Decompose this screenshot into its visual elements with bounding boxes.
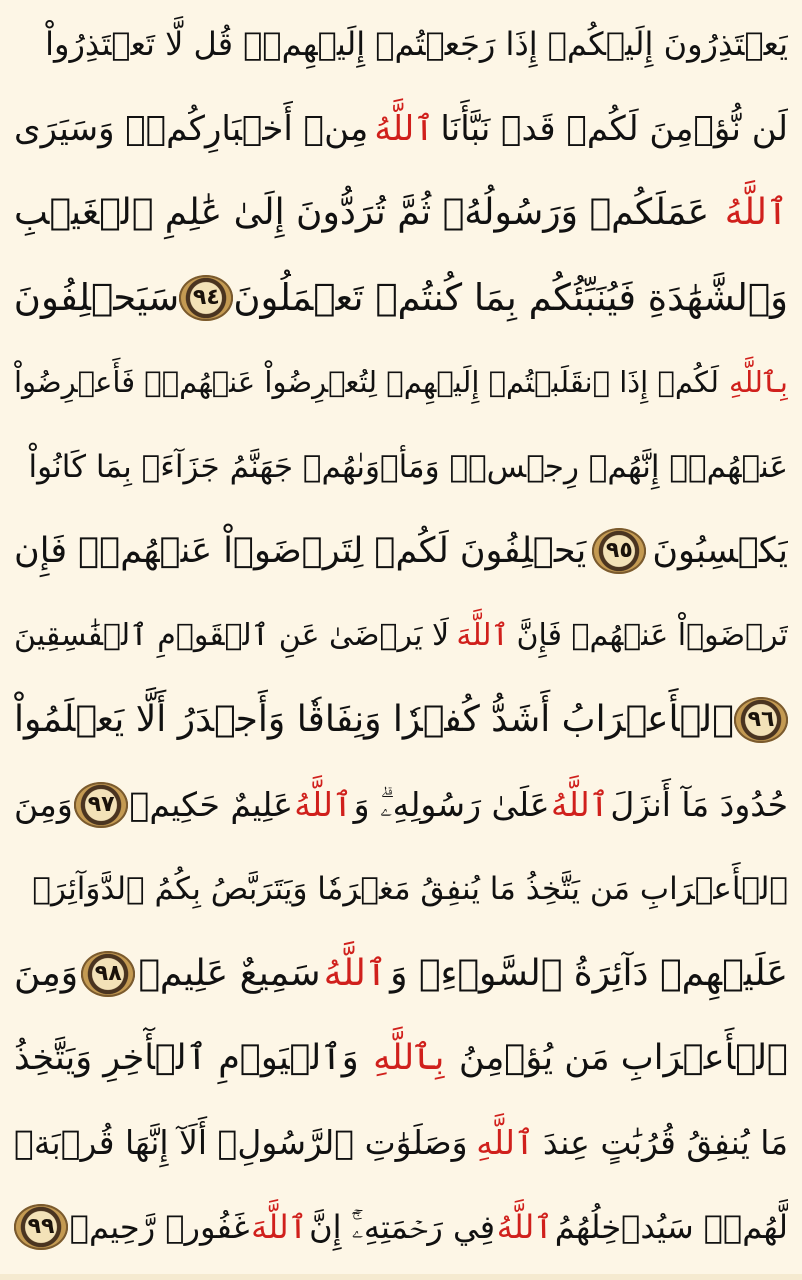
verse-text: فِي رَحۡمَتِهِۦٓۚ إِنَّ [309,1208,496,1246]
ayah-number: ٩٤ [192,284,220,310]
verse-text: لَن نُّؤۡمِنَ لَكُمۡ قَدۡ نَبَّأَنَا [440,108,788,149]
ayah-number: ٩٥ [605,538,633,564]
ayah-number-marker [81,951,135,997]
verse-text: مِنۡ أَخۡبَارِكُمۡۚ وَسَيَرَى [14,108,369,149]
verse-line [14,763,788,848]
verse-line [14,678,788,763]
verse-line [14,1016,788,1101]
verse-line [14,87,788,172]
ayah-number-marker [592,528,646,574]
verse-line [14,594,788,679]
ayah-number: ٩٦ [747,707,775,733]
verse-line [14,171,788,256]
verse-text: عَمَلَكُمۡ وَرَسُولُهُۥ ثُمَّ تُرَدُّونَ إِلَىٰ عَٰلِمِ ٱلۡغَيۡبِ [14,192,710,233]
verse-text: سَمِيعٌ عَلِيمٞ [138,952,321,994]
verse-text: عَلِيمٌ حَكِيمٞ [129,784,293,824]
verse-text: وَصَلَوَٰتِ ٱلرَّسُولِۚ أَلَآ إِنَّهَا قُرۡبَةٞ [14,1122,468,1162]
verse-line [14,2,788,87]
ayah-number-marker [179,275,233,321]
verse-text: ٱلۡأَعۡرَابُ أَشَدُّ كُفۡرٗا وَنِفَاقٗا وَأَجۡدَرُ أَلَّا يَعۡلَمُواْ [14,699,734,740]
divine-name-text: ٱللَّهُ [724,192,788,233]
divine-name-text: ٱللَّهَ [251,1208,308,1246]
verse-text: وَمِنَ [14,784,73,824]
ayah-number-marker [14,1204,68,1250]
verse-line [14,425,788,510]
verse-line [14,1185,788,1270]
ayah-number: ٩٨ [94,960,122,986]
verse-text: تَرۡضَوۡاْ عَنۡهُمۡ فَإِنَّ [516,617,788,653]
verse-text: وَٱلۡيَوۡمِ ٱلۡأٓخِرِ وَيَتَّخِذُ [14,1038,359,1078]
verse-text: لَكُمۡ إِذَا ٱنقَلَبۡتُمۡ إِلَيۡهِمۡ لِتُعۡرِضُواْ عَنۡهُمۡۖ فَأَعۡرِضُواْ [14,365,720,399]
verse-text: لَّهُمۡۚ سَيُدۡخِلُهُمُ [554,1208,788,1246]
verse-text: ٱلۡأَعۡرَابِ مَن يُؤۡمِنُ [458,1038,788,1078]
divine-name-text: بِٱللَّهِ [728,365,788,399]
verse-text: لَا يَرۡضَىٰ عَنِ ٱلۡقَوۡمِ ٱلۡفَٰسِقِينَ [14,617,450,653]
verse-text: وَمِنَ [14,952,79,994]
verse-line [14,340,788,425]
verse-text: حُدُودَ مَآ أَنزَلَ [610,784,788,824]
verse-text: يَعۡتَذِرُونَ إِلَيۡكُمۡ إِذَا رَجَعۡتُمۡ إِلَيۡهِمۡۚ قُل لَّا تَعۡتَذِرُواْ [45,25,788,63]
ayah-number: ٩٧ [87,791,115,817]
verse-lines [14,2,788,1270]
divine-name-text: ٱللَّهَ [456,617,510,653]
divine-name-text: ٱللَّهُ [374,108,435,149]
verse-text: عَنۡهُمۡۖ إِنَّهُمۡ رِجۡسٞۖ وَمَأۡوَىٰهُمۡ جَهَنَّمُ جَزَآءَۢ بِمَا كَانُواْ [28,448,788,485]
divine-name-text: بِٱللَّهِ [373,1038,445,1078]
verse-line [14,256,788,341]
verse-line [14,1101,788,1186]
ayah-number-marker [74,782,128,828]
verse-text: وَٱلشَّهَٰدَةِ فَيُنَبِّئُكُم بِمَا كُنتُمۡ تَعۡمَلُونَ [233,275,788,319]
verse-text: ٱلۡأَعۡرَابِ مَن يَتَّخِذُ مَا يُنفِقُ مَغۡرَمٗا وَيَتَرَبَّصُ بِكُمُ ٱلدَّوَآئِرَۚ [32,871,788,907]
verse-line [14,847,788,932]
divine-name-text: ٱللَّهِ [476,1122,535,1162]
verse-line [14,509,788,594]
divine-name-text: ٱللَّهُ [323,952,387,994]
divine-name-text: ٱللَّهُ [551,784,610,824]
ayah-number-marker [734,697,788,743]
divine-name-text: ٱللَّهُ [496,1208,553,1246]
divine-name-text: ٱللَّهُ [294,784,353,824]
verse-line [14,932,788,1017]
ayah-number: ٩٩ [27,1214,55,1240]
verse-text: عَلَىٰ رَسُولِهِۦۗ وَ [353,784,550,824]
verse-text: عَلَيۡهِمۡ دَآئِرَةُ ٱلسَّوۡءِۗ وَ [390,952,788,994]
verse-text: مَا يُنفِقُ قُرُبَٰتٍ عِندَ [542,1122,788,1162]
verse-text: يَحۡلِفُونَ لَكُمۡ لِتَرۡضَوۡاْ عَنۡهُمۡۖ فَإِن [14,531,587,571]
page-bottom-edge [0,1274,802,1280]
verse-text: غَفُورٞ رَّحِيمٞ [69,1208,250,1246]
verse-text: يَكۡسِبُونَ [652,531,788,571]
verse-text: سَيَحۡلِفُونَ [14,275,180,319]
